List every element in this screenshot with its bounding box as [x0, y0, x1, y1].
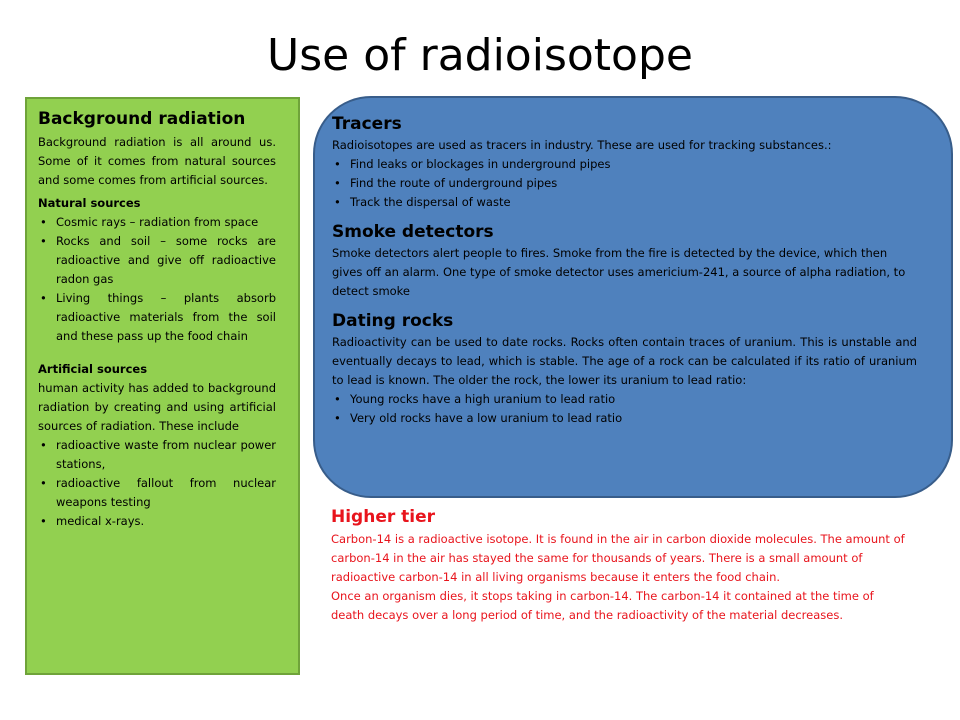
background-radiation-box	[25, 97, 300, 675]
tracers-heading: Tracers	[332, 114, 402, 134]
list-item: • Cosmic rays – radiation from space	[38, 213, 276, 232]
dating-rocks-text: Radioactivity can be used to date rocks. Rocks often contain traces of uranium. This is unstable and eventually decays to lead, which is stable. The age of a rock can be calculated if its ratio of uranium to lead is known. The older the rock, the lower its uranium to lead ratio:	[332, 335, 917, 387]
tracers-text: Radioisotopes are used as tracers in industry. These are used for tracking substances.:	[332, 138, 832, 152]
list-item: • Track the dispersal of waste	[332, 193, 917, 212]
list-item: • Rocks and soil – some rocks are radioactive and give off radioactive radon gas	[38, 232, 276, 289]
background-heading: Background radiation	[38, 109, 246, 129]
dating-rocks-list	[332, 390, 917, 428]
list-item: • medical x-rays.	[38, 512, 276, 531]
artificial-intro: human activity has added to background radiation by creating and using artificial sources of radiation. These include	[38, 381, 276, 433]
background-intro: Background radiation is all around us. Some of it comes from natural sources and some comes from artificial sources.	[38, 135, 276, 187]
list-item: • radioactive waste from nuclear power stations,	[38, 436, 276, 474]
list-item: • Find the route of underground pipes	[332, 174, 917, 193]
higher-tier-para-1: Carbon-14 is a radioactive isotope. It is found in the air in carbon dioxide molecules. The amount of carbon-14 in the air has stayed the same for thousands of years. There is a small amount of radioactive carbon-14 in all living organisms because it enters the food chain.	[331, 532, 905, 584]
dating-rocks-heading: Dating rocks	[332, 311, 454, 331]
higher-tier-section	[331, 506, 906, 625]
natural-sources-heading: Natural sources	[38, 196, 141, 210]
list-item: • Very old rocks have a low uranium to lead ratio	[332, 409, 917, 428]
list-item: • radioactive fallout from nuclear weapons testing	[38, 474, 276, 512]
list-item: • Living things – plants absorb radioactive materials from the soil and these pass up the food chain	[38, 289, 276, 346]
higher-tier-para-2: Once an organism dies, it stops taking in carbon-14. The carbon-14 it contained at the time of death decays over a long period of time, and the radioactivity of the material decreases.	[331, 589, 874, 622]
list-item: • Young rocks have a high uranium to lead ratio	[332, 390, 917, 409]
smoke-detectors-text: Smoke detectors alert people to fires. Smoke from the fire is detected by the device, which then gives off an alarm. One type of smoke detector uses americium-241, a source of alpha radiation, to detect smoke	[332, 246, 906, 298]
smoke-detectors-heading: Smoke detectors	[332, 222, 494, 242]
slide-title: Use of radioisotope	[267, 30, 693, 81]
uses-box	[313, 96, 953, 498]
natural-sources-list	[38, 213, 276, 346]
higher-tier-heading: Higher tier	[331, 507, 436, 527]
artificial-sources-list	[38, 436, 276, 531]
list-item: • Find leaks or blockages in underground pipes	[332, 155, 917, 174]
artificial-sources-heading: Artificial sources	[38, 362, 148, 376]
tracers-list	[332, 155, 917, 212]
